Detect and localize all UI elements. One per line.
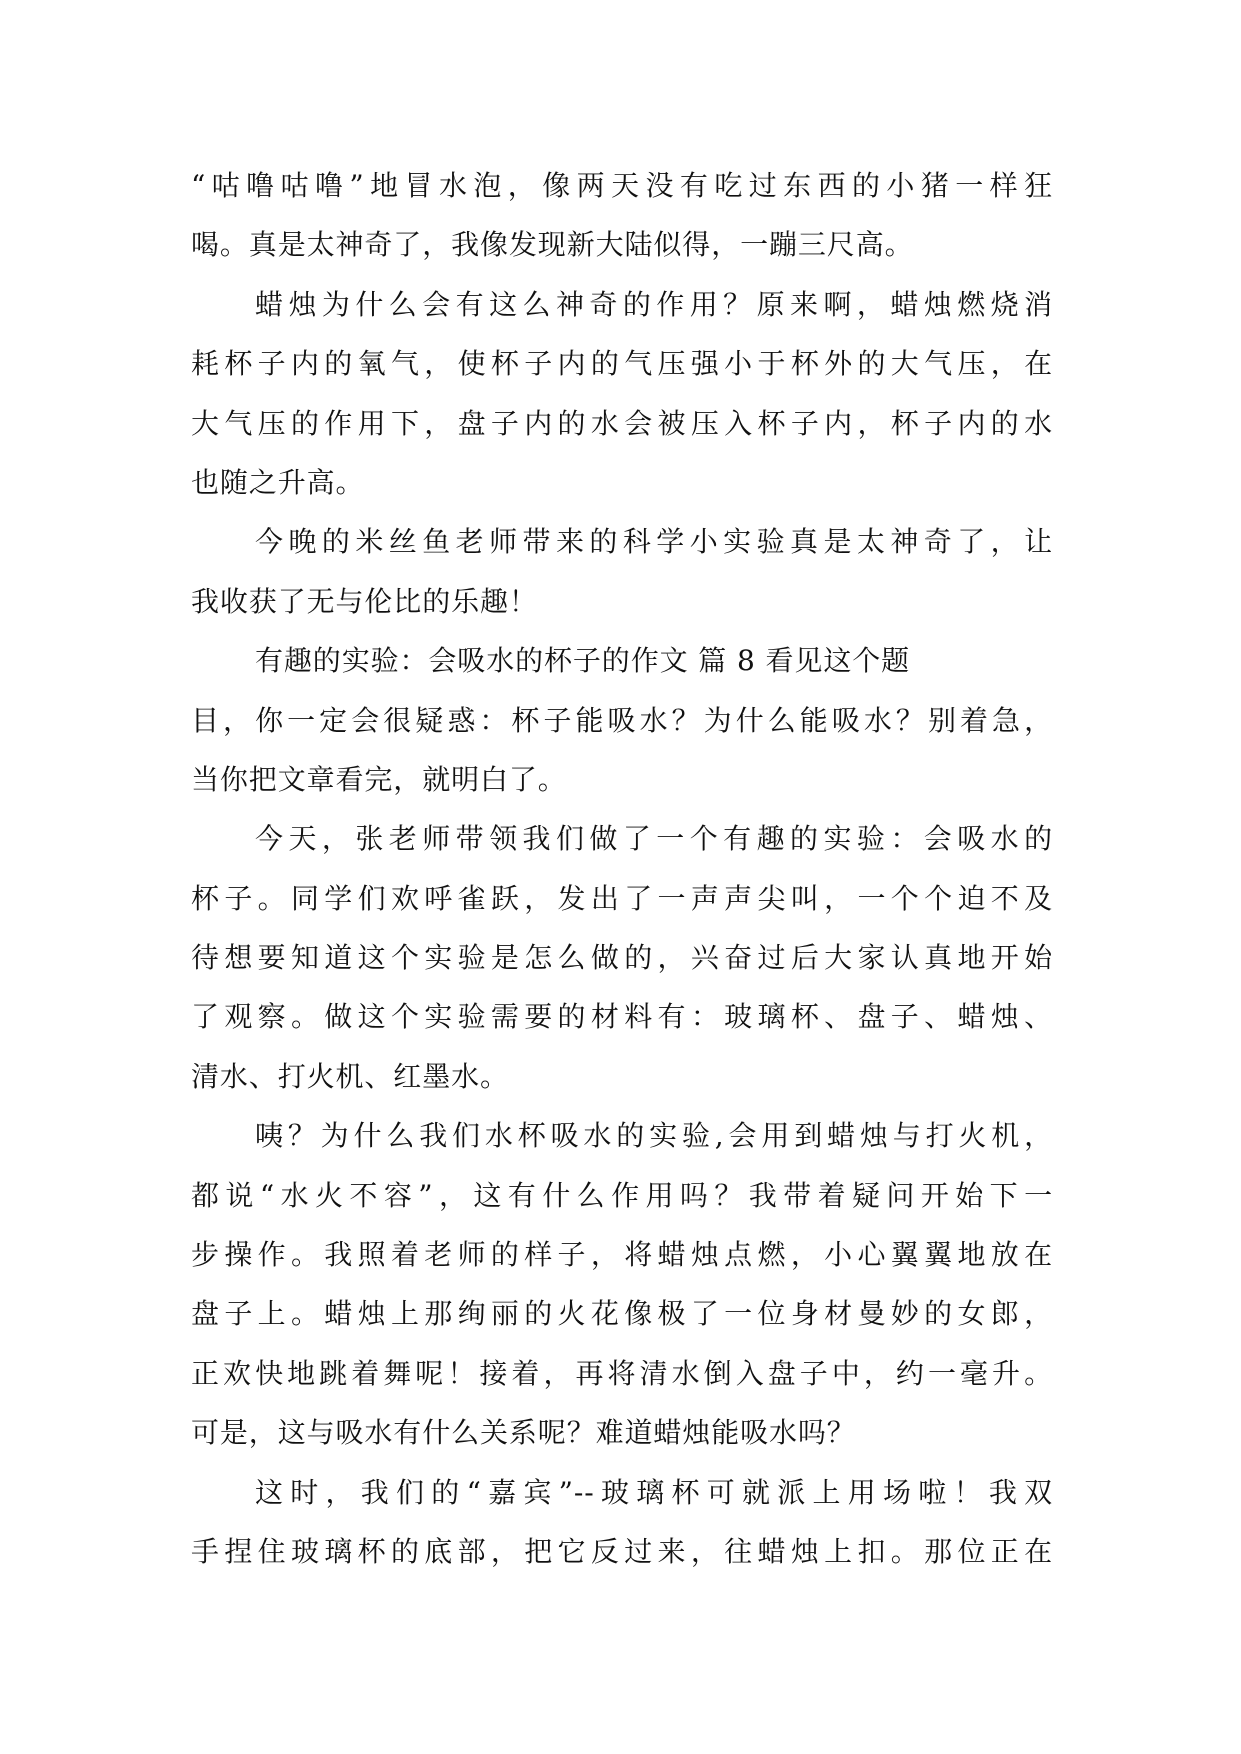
document-body (191, 156, 1053, 1581)
text-line: 了观察。做这个实验需要的材料有：玻璃杯、盘子、蜡烛、 (191, 1000, 1053, 1034)
text-line: 有趣的实验：会吸水的杯子的作文 篇 8 看见这个题 (255, 644, 911, 678)
text-line: 当你把文章看完，就明白了。 (191, 762, 567, 796)
text-line: 这时，我们的“嘉宾”--玻璃杯可就派上用场啦！我双 (255, 1475, 1053, 1509)
text-line: 咦？为什么我们水杯吸水的实验,会用到蜡烛与打火机， (255, 1119, 1053, 1153)
text-line: 待想要知道这个实验是怎么做的，兴奋过后大家认真地开始 (191, 941, 1053, 975)
text-line: 杯子。同学们欢呼雀跃，发出了一声声尖叫，一个个迫不及 (191, 881, 1053, 915)
text-line: 正欢快地跳着舞呢！接着，再将清水倒入盘子中，约一毫升。 (191, 1356, 1053, 1390)
text-line: 今晚的米丝鱼老师带来的科学小实验真是太神奇了，让 (255, 525, 1053, 559)
text-line: 步操作。我照着老师的样子，将蜡烛点燃，小心翼翼地放在 (191, 1238, 1053, 1272)
text-line: 耗杯子内的氧气，使杯子内的气压强小于杯外的大气压，在 (191, 347, 1053, 381)
text-line: 我收获了无与伦比的乐趣！ (191, 584, 538, 618)
text-line: 手捏住玻璃杯的底部，把它反过来，往蜡烛上扣。那位正在 (191, 1534, 1053, 1568)
text-line: 可是，这与吸水有什么关系呢？难道蜡烛能吸水吗？ (191, 1416, 856, 1450)
text-line: 清水、打火机、红墨水。 (191, 1059, 509, 1093)
text-line: 都说“水火不容”，这有什么作用吗？我带着疑问开始下一 (191, 1178, 1053, 1212)
text-line: 蜡烛为什么会有这么神奇的作用？原来啊，蜡烛燃烧消 (255, 287, 1053, 321)
text-line: 喝。真是太神奇了，我像发现新大陆似得，一蹦三尺高。 (191, 228, 914, 262)
text-line: 今天，张老师带领我们做了一个有趣的实验：会吸水的 (255, 822, 1053, 856)
text-line: 盘子上。蜡烛上那绚丽的火花像极了一位身材曼妙的女郎， (191, 1297, 1053, 1331)
text-line: 目，你一定会很疑惑：杯子能吸水？为什么能吸水？别着急， (191, 703, 1053, 737)
text-line: 大气压的作用下，盘子内的水会被压入杯子内，杯子内的水 (191, 406, 1053, 440)
text-line: “咕噜咕噜”地冒水泡，像两天没有吃过东西的小猪一样狂 (191, 169, 1053, 202)
text-line: 也随之升高。 (191, 465, 365, 499)
